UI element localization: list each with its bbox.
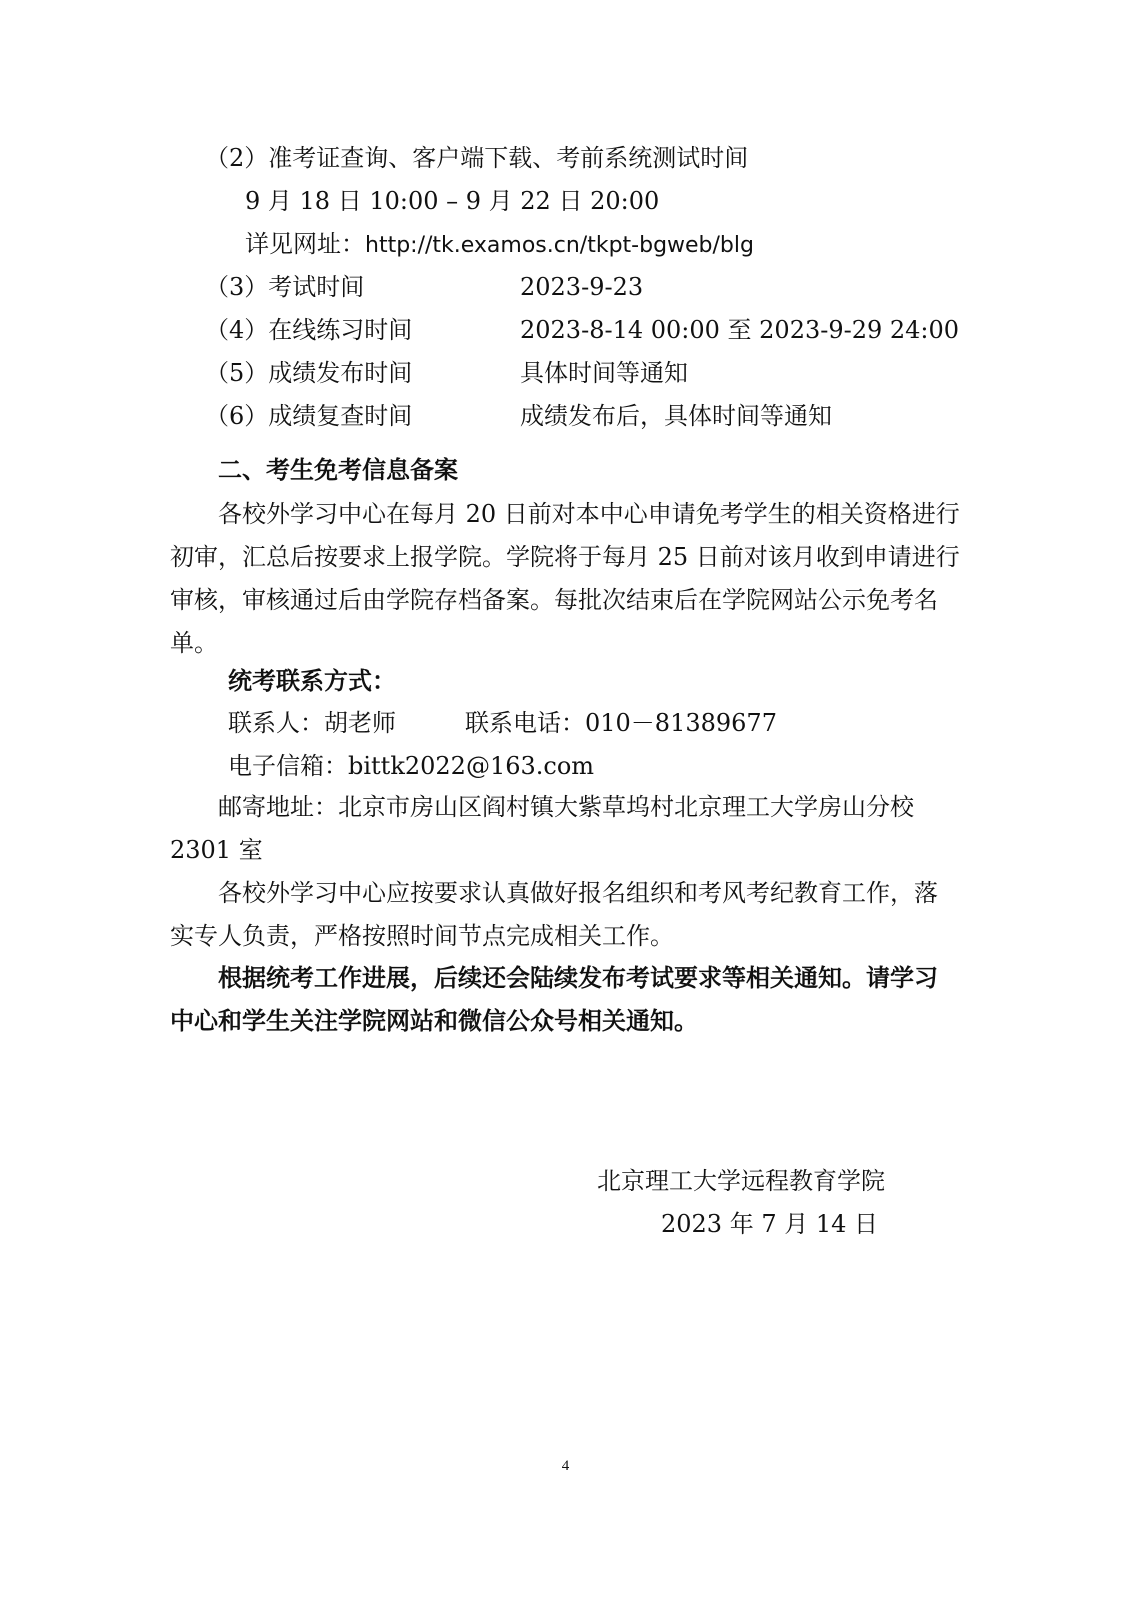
schedule-item2-title: （2）准考证查询、客户端下载、考前系统测试时间 <box>205 144 749 172</box>
schedule-row-value: 成绩发布后，具体时间等通知 <box>520 402 832 430</box>
signature-date: 2023 年 7 月 14 日 <box>661 1210 879 1238</box>
schedule-row-label: （3）考试时间 <box>205 273 365 301</box>
schedule-row-value: 具体时间等通知 <box>520 359 688 387</box>
schedule-row-label: （6）成绩复查时间 <box>205 402 413 430</box>
contact-address: 邮寄地址：北京市房山区阎村镇大紫草坞村北京理工大学房山分校 2301 室 <box>170 793 914 864</box>
schedule-row <box>205 401 995 431</box>
schedule-row-value: 2023-9-23 <box>520 273 644 301</box>
exam-url-link[interactable]: http://tk.examos.cn/tkpt-bgweb/blg <box>365 233 754 258</box>
url-label: 详见网址： <box>245 230 365 258</box>
contact-phone: 联系电话：010－81389677 <box>465 709 777 737</box>
schedule-row-label: （5）成绩发布时间 <box>205 359 413 387</box>
section2-heading: 二、考生免考信息备案 <box>218 455 458 484</box>
notice-paragraph: 各校外学习中心应按要求认真做好报名组织和考风考纪教育工作，落实专人负责，严格按照时间节点完成相关工作。 <box>170 879 938 950</box>
schedule-row <box>205 315 995 345</box>
contact-person: 联系人：胡老师 <box>228 709 396 737</box>
schedule-item2-time: 9 月 18 日 10:00 – 9 月 22 日 20:00 <box>245 187 660 215</box>
contact-heading: 统考联系方式： <box>228 666 396 695</box>
schedule-item2-url-line <box>245 229 1035 261</box>
contact-line <box>228 708 1018 738</box>
schedule-row <box>205 272 995 302</box>
signature-org: 北京理工大学远程教育学院 <box>597 1167 885 1195</box>
page-number: 4 <box>561 1458 570 1474</box>
schedule-row-value: 2023-8-14 00:00 至 2023-9-29 24:00 <box>520 316 960 344</box>
schedule-row-label: （4）在线练习时间 <box>205 316 413 344</box>
contact-email[interactable]: 电子信箱：bittk2022@163.com <box>228 752 595 780</box>
section2-body: 各校外学习中心在每月 20 日前对本中心申请免考学生的相关资格进行初审，汇总后按要求上报学院。学院将于每月 25 日前对该月收到申请进行审核，审核通过后由学院存档备案。每批次结束后在学院网站公示免考名单。 <box>170 500 960 657</box>
notice-bold-paragraph: 根据统考工作进展，后续还会陆续发布考试要求等相关通知。请学习中心和学生关注学院网站和微信公众号相关通知。 <box>170 963 938 1035</box>
schedule-row <box>205 358 995 388</box>
